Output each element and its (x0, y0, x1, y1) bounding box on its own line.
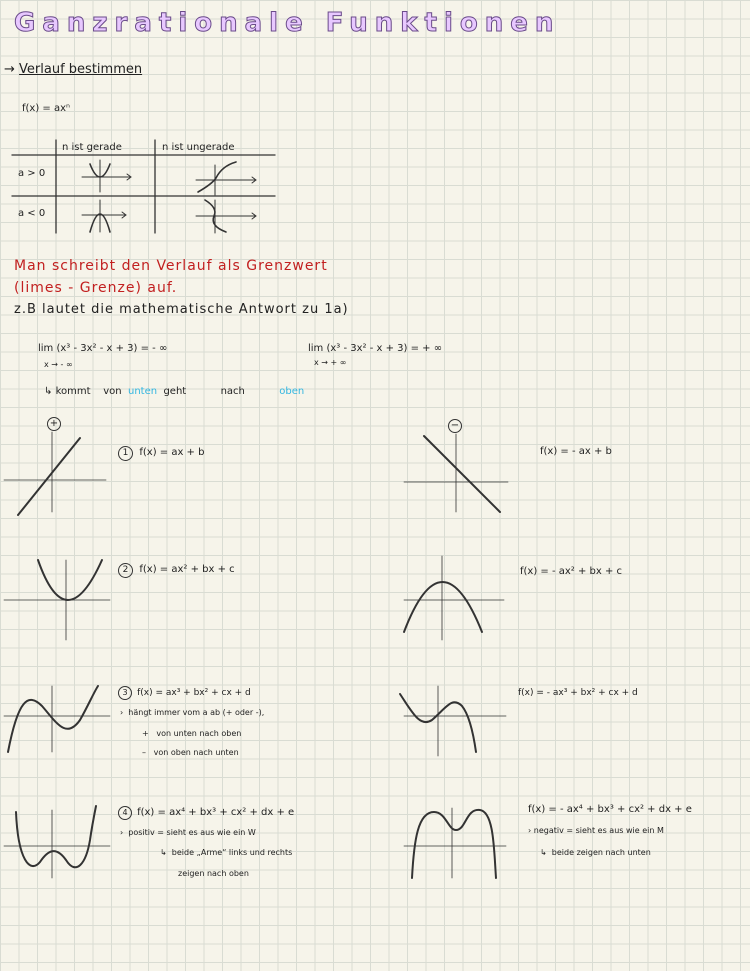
section-heading-text: Verlauf bestimmen (19, 62, 143, 77)
table-sketch-even-neg (82, 200, 126, 232)
f4-rnote2-text: beide zeigen nach unten (551, 848, 651, 857)
f3-right: f(x) = - ax³ + bx² + cx + d (518, 688, 638, 698)
f3-note1-text: hängt immer vom a ab (+ oder -), (128, 708, 265, 717)
limit-left-sub: x → - ∞ (44, 360, 73, 369)
note-example: z.B lautet die mathematische Antwort zu 1a) (14, 302, 349, 317)
formula-general: f(x) = axⁿ (22, 103, 71, 114)
f3-left-text: f(x) = ax³ + bx² + cx + d (137, 688, 251, 698)
limit-right: lim (x³ - 3x² - x + 3) = + ∞ (308, 343, 443, 354)
graph-cubic-pos (4, 686, 110, 752)
number-badge: 2 (118, 563, 133, 578)
hook-arrow-icon: ↳ (44, 386, 53, 397)
f4-right: f(x) = - ax⁴ + bx³ + cx² + dx + e (528, 804, 692, 815)
f3-note3-text: von oben nach unten (153, 748, 239, 757)
von-word: von (103, 386, 122, 397)
f3-note3: – von oben nach unten (142, 748, 239, 757)
limit-left: lim (x³ - 3x² - x + 3) = - ∞ (38, 343, 168, 354)
f4-rnote1-text: negativ = sieht es aus wie ein M (533, 826, 664, 835)
note-red-line2: (limes - Grenze) auf. (14, 280, 178, 296)
f4-note2-text: beide „Arme“ links und rechts (171, 848, 293, 857)
kommt-word: kommt (55, 386, 91, 397)
table-col-gerade: n ist gerade (62, 142, 122, 153)
f3-note1: › hängt immer vom a ab (+ oder -), (120, 708, 265, 717)
note-red-line1: Man schreibt den Verlauf als Grenzwert (14, 258, 328, 274)
number-badge: 1 (118, 446, 133, 461)
nach-word: nach (220, 386, 245, 397)
number-badge: 4 (118, 806, 132, 820)
graph-cubic-neg (400, 686, 506, 756)
graph-parabola-down (404, 556, 504, 640)
table-row-neg: a < 0 (18, 208, 46, 219)
minus-circle-icon: − (448, 419, 462, 433)
graph-quartic-pos (4, 806, 110, 878)
oben-word: oben (279, 386, 305, 397)
graph-linear-pos (4, 432, 106, 515)
f3-note2: + von unten nach oben (142, 729, 242, 738)
table-sketch-odd-neg (196, 200, 256, 233)
f2-right: f(x) = - ax² + bx + c (520, 566, 623, 577)
f4-note1: › positiv = sieht es aus wie ein W (120, 828, 256, 837)
graph-parabola-up (4, 560, 110, 640)
f1-right: f(x) = - ax + b (540, 446, 612, 457)
table-sketch-even-pos (82, 160, 131, 192)
unten-word: unten (128, 386, 158, 397)
graph-linear-neg (404, 434, 508, 512)
table-grid (12, 140, 275, 233)
f1-left-text: f(x) = ax + b (139, 447, 205, 458)
table-col-ungerade: n ist ungerade (162, 142, 235, 153)
f4-note2: ↳ beide „Arme“ links und rechts (160, 848, 293, 857)
geht-word: geht (163, 386, 187, 397)
limit-right-sub: x → + ∞ (314, 358, 347, 367)
table-sketch-odd-pos (196, 162, 256, 195)
f4-note1-text: positiv = sieht es aus wie ein W (128, 828, 256, 837)
f4-note3: zeigen nach oben (178, 869, 249, 878)
f4-rnote1: › negativ = sieht es aus wie ein M (528, 826, 664, 835)
f4-rnote2: ↳ beide zeigen nach unten (540, 848, 651, 857)
number-badge: 3 (118, 686, 132, 700)
f3-note2-text: von unten nach oben (156, 729, 242, 738)
plus-circle-icon: + (47, 417, 61, 431)
arrow-icon: → (4, 62, 15, 77)
table-row-pos: a > 0 (18, 168, 46, 179)
page-title: Ganzrationale Funktionen (14, 8, 561, 38)
f4-left-text: f(x) = ax⁴ + bx³ + cx² + dx + e (137, 807, 295, 818)
f2-left-text: f(x) = ax² + bx + c (139, 564, 235, 575)
graph-quartic-neg (404, 808, 506, 878)
